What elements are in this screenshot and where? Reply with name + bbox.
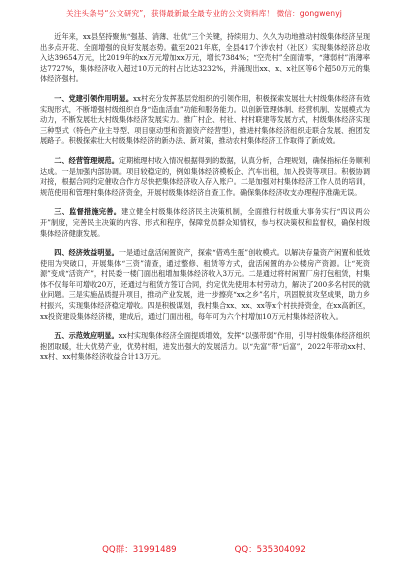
intro-paragraph: 近年来，xx县坚持聚焦“强基、消薄、壮优”三个关键，持续用力、久久为功地推动村级集体经济呈现出多点开花、全面增强的良好发展态势。截至2021年底，全县417个涉农村（社区）实现集体经济总收入达39654万元，比2019年的xx万元增加xx万元，增长7384%；“空壳村”全面清零，“薄弱村”消薄率达7727%，集体经济收入超过10万元的村占比达3232%，并涌现出xx、x、x社区等6个超50万元的集体经济强村。 [40, 32, 370, 84]
section-paragraph-4 [40, 248, 370, 322]
section-body-1: xx村充分发挥基层党组织的引领作用，积极探索发展壮大村级集体经济有效实现形式，不断增强村级组织自身“造血活血”功能和服务能力。以创新管理体制、经营机制、发展模式为动力，不断发展壮大村级集体经济发展实力。推广村企、村社、村村联建等发展方式，村级集体经济实现三种型式（特色产业主导型、项目驱动型和资源资产经营型），推进村集体经济组织走联合发展、抱团发展路子。积极探索壮大村级集体经济的新办法、新对策，推动农村集体经济工作取得了新成效。 [40, 93, 370, 146]
top-banner: 关注头条号“公文研究”，获得最新最全最专业的公文资料库！ 微信：gongwenyj [66, 9, 342, 18]
section-heading-5: 五、示范效应明显。 [54, 331, 119, 341]
section-paragraph-1 [40, 94, 370, 147]
qq-number-label: QQ：535304092 [234, 545, 306, 555]
section-paragraph-5 [40, 331, 370, 363]
qq-group-label: QQ群：31991489 [102, 545, 177, 555]
section-heading-1: 一、党建引领作用明显。 [54, 93, 133, 103]
section-heading-4: 四、经济效益明显。 [54, 248, 119, 258]
section-heading-3: 三、监督措施完善。 [54, 207, 122, 217]
section-heading-2: 二、经营管理规范。 [54, 155, 119, 165]
section-body-4: 一是通过盘活闲置资产，探索“借鸡生蛋”创收模式。以解决存量资产闲置和低效使用为突破口，开展集体“三资”清查，通过整修、租赁等方式，盘活闲置的办公楼房产资源。让“死资源”变成“活资产”，村民委一楼门面出租增加集体经济收入3万元。二是通过将村闲置厂房打包租赁，村集体不仅每年可增收20万，还通过与租赁方签订合同，约定优先使用本村劳动力，解决了200多名村民的就业问题。三是实施品质提升项目，推动产业发展，进一步擦亮“xx之乡”名片，巩固脱贫攻坚成果，助力乡村振兴，实现集体经济稳定增收。四是积极谋划，我村集合xx、xx、xx等x个村扶持资金，在xx高新区，xx投资建设集体经济楼，建成后，通过门面出租，每年可为六个村增加10万元村集体经济收入。 [40, 248, 370, 321]
section-body-5: xx村实现集体经济全面提质增效，发挥“以强带弱”作用，引导村级集体经济组织抱团取暖，壮大优势产业，优势村组，进发出强大的发展活力。以“先富”带“后富”，2022年带动xx村、xx村、xx村集体经济收益合计13万元。 [40, 331, 370, 362]
section-paragraph-2 [40, 156, 370, 198]
section-body-3: 建立健全村级集体经济民主决策机制，全面推行村级重大事务实行“四议两公开”制度，完善民主决策的内容、形式和程序，保障党员群众知情权，参与权决策权和监督权，确保村级集体经济健康发展。 [40, 207, 370, 238]
section-paragraph-3 [40, 207, 370, 239]
footer-contact [0, 543, 408, 555]
document-body [40, 32, 370, 363]
section-body-2: 定期梳理村收入情况根据得到的数据，认真分析，合理规划，确保指标任务顺利达成。一是加强内部协调。项目较稳定的，例如集体经济模板企、汽车出租，加入投资等项目。积极协调对接，根据合同约定催收合作方尽快把集体经济收入存入账户。二是加强对村集体经济工作人员的培训，规范使用和管理村集体经济资金，开展村级集体经济自查工作。确保集体经济收支办理程序准确无误。 [40, 155, 370, 197]
